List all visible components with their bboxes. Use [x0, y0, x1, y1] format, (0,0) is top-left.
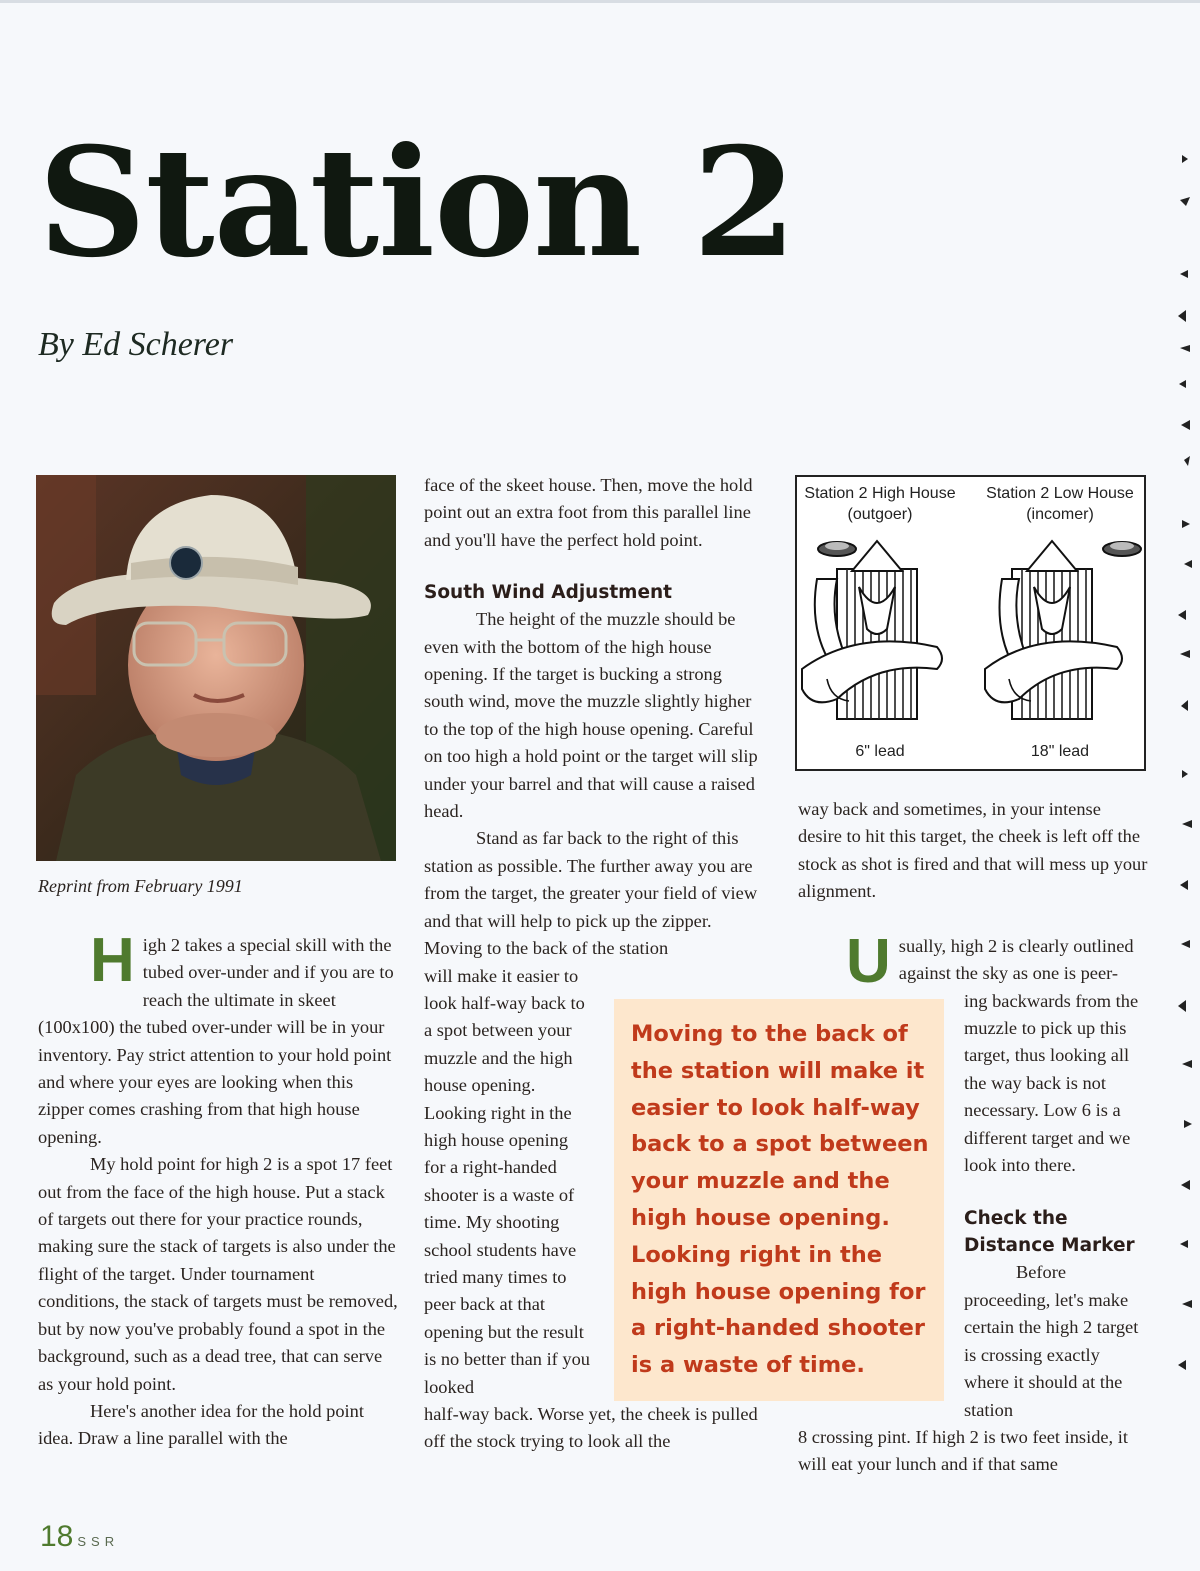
top-rule [0, 0, 1200, 3]
paragraph: 8 crossing pint. If high 2 is two feet inside, it will eat your lunch and if that same [798, 1426, 1128, 1475]
column-3 [798, 796, 1148, 1479]
drop-cap-h: H [90, 926, 135, 995]
diagram-right-lead: 18" lead [1030, 743, 1090, 760]
paragraph: My hold point for high 2 is a spot 17 feet out from the face of the high house. Put a stack of targets out there for your practice rounds, making sure the stack of targets is also under the flight of the target. Under tournament conditions, the stack of targets must be removed, but by now you've probably found a spot in the background, such as a dead tree, that can serve as your hold point. [38, 1154, 398, 1394]
page-folio [40, 1520, 119, 1554]
paragraph-narrow: ing backwards from the muzzle to pick up this target, thus looking all the way back is not necessary. Low 6 is a different target and we look into there. [964, 990, 1139, 1176]
paragraph-narrow: Before proceeding, let's make certain the high 2 target is crossing exactly where it should at the station [964, 1262, 1139, 1420]
article-title: Station 2 [38, 115, 796, 291]
diagram-left-title: Station 2 High House [804, 485, 956, 502]
section-heading: South Wind Adjustment [424, 582, 673, 604]
paragraph: Stand as far back to the right of this station as possible. The further away you are from the target, the greater your field of view and that will help to pick up the zipper. Moving to the back of the station [424, 828, 758, 959]
diagram-left-subtitle: (outgoer) [847, 506, 913, 523]
paragraph: way back and sometimes, in your intense desire to hit this target, the cheek is left off the stock as shot is fired and that will mess up your alignment. [798, 799, 1148, 902]
paragraph: face of the skeet house. Then, move the hold point out an extra foot from this parallel line and you'll have the perfect hold point. [424, 475, 753, 550]
author-photo [36, 475, 396, 861]
paragraph: Here's another idea for the hold point idea. Draw a line parallel with the [38, 1400, 364, 1449]
paragraph-usually [798, 926, 1148, 996]
diagram-right-subtitle: (incomer) [1026, 506, 1094, 523]
binding-edge-marks [1168, 140, 1200, 1440]
lead-paragraph-text: igh 2 takes a special skill with the tubed over-under and if you are to reach the ultimate in skeet (100x100) the tubed over-under will be in your inventory. Pay strict attention to your hold point and where your eyes are looking when this zipper comes crashing from that high house opening. [38, 935, 394, 1147]
low-house-sight-picture [985, 541, 1141, 719]
magazine-initials: SSR [77, 1534, 120, 1549]
section-heading: Check the Distance Marker [964, 1208, 1135, 1257]
paragraph-usually-text: sually, high 2 is clearly outlined against the sky as one is peer- [898, 935, 1134, 984]
drop-cap-u: U [846, 926, 891, 996]
sight-picture-illustration [797, 529, 1144, 737]
lead-paragraph [38, 926, 398, 1151]
author-portrait-illustration [36, 475, 396, 861]
paragraph-narrow: will make it easier to look half-way back to a spot between your muzzle and the high house opening. Looking right in the high house opening for a right-handed shooter is a waste of time. My shooting school students have tried many times to peer back at that opening but the result is no better than if you looked [424, 965, 590, 1397]
diagram-right-title: Station 2 Low House [986, 485, 1134, 502]
paragraph: half-way back. Worse yet, the cheek is pulled off the stock trying to look all the [424, 1404, 758, 1452]
photo-caption: Reprint from February 1991 [38, 876, 243, 896]
high-house-sight-picture [802, 541, 942, 719]
page-number: 18 [40, 1520, 74, 1553]
narrow-column [964, 988, 1148, 1424]
diagram-left-lead: 6" lead [855, 743, 905, 760]
column-1 [38, 926, 398, 1453]
pull-quote: Moving to the back of the station will make it easier to look half-way back to a spot between your muzzle and the high house opening. Looking right in the high house opening for a right-handed shooter is a waste of time. [631, 1021, 929, 1379]
byline: By Ed Scherer [38, 326, 234, 363]
paragraph: The height of the muzzle should be even with the bottom of the high house opening. If the target is bucking a strong south wind, move the muzzle slightly higher to the top of the high house opening. Careful on too high a hold point or the target will slip under your barrel and that will cause a raised head. [424, 609, 758, 822]
station-diagram [795, 475, 1146, 771]
